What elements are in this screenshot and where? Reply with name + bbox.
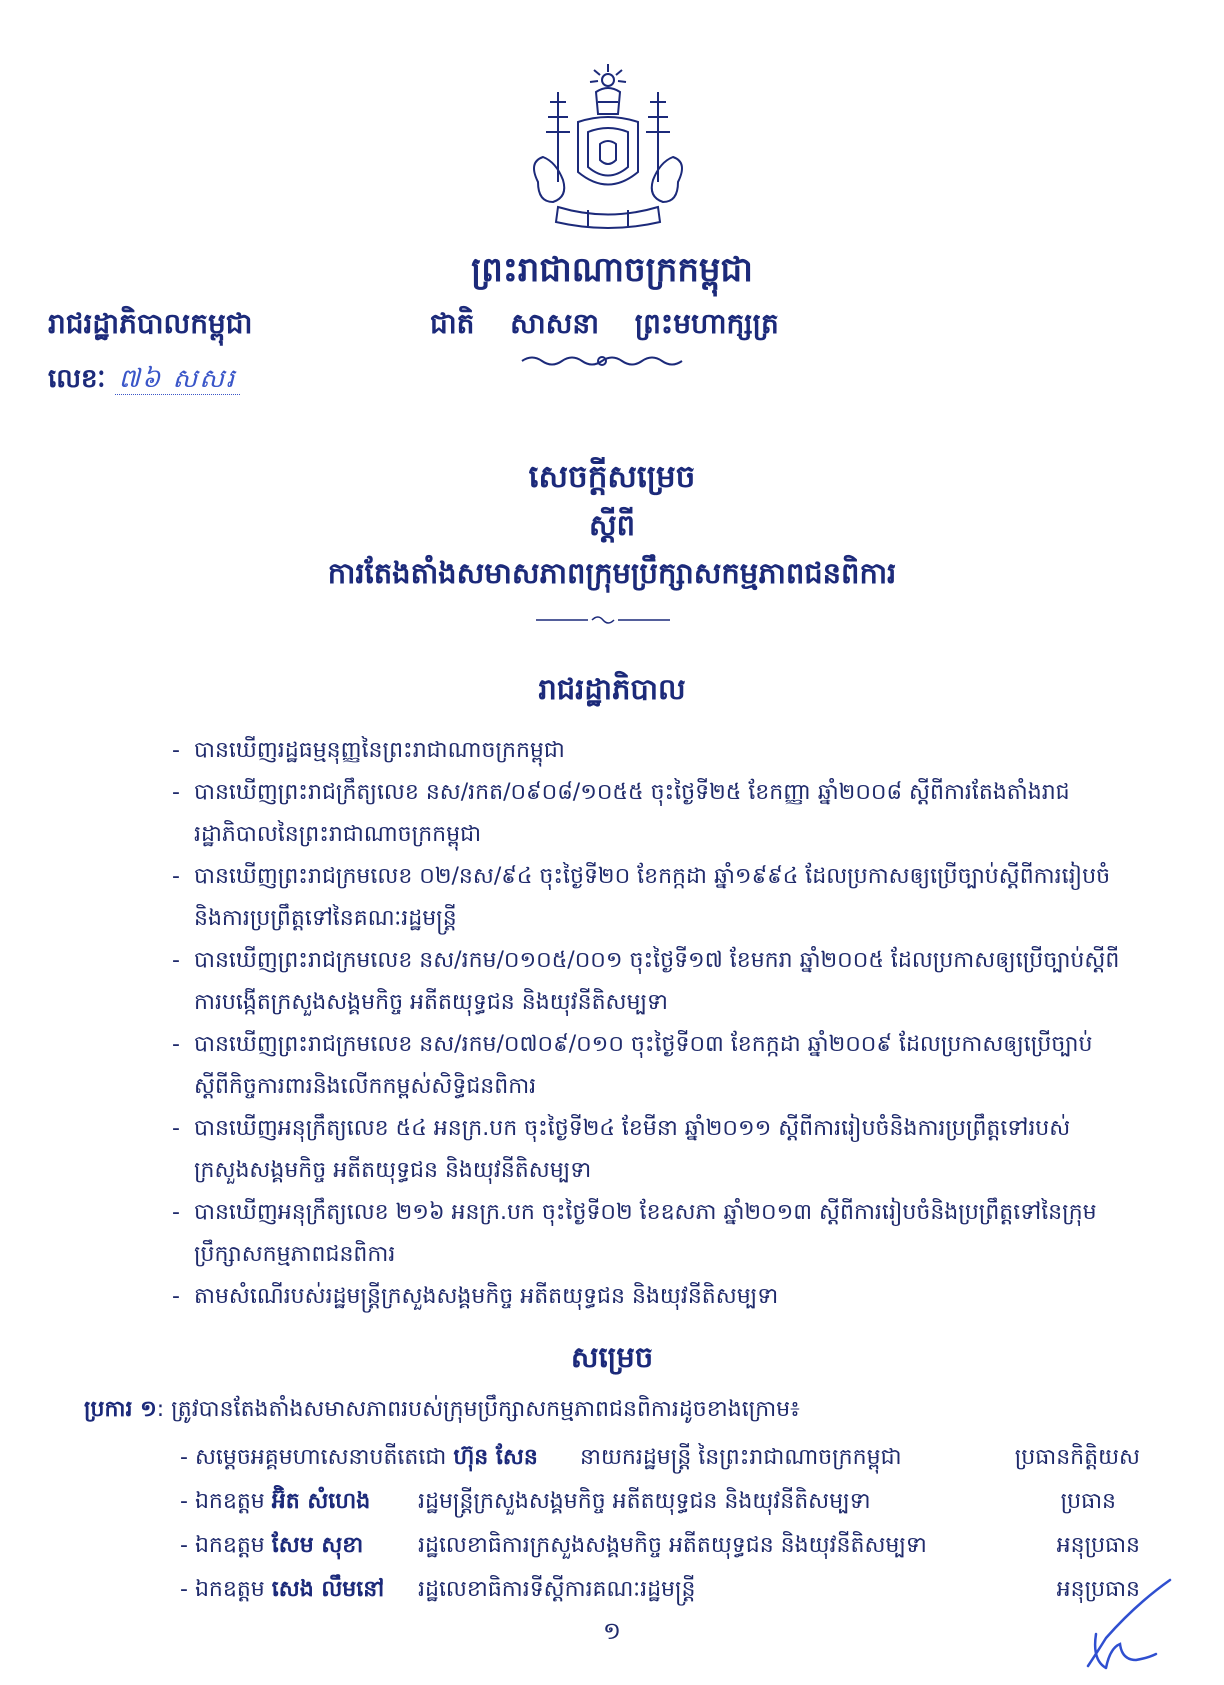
royal-coat-of-arms-icon [518, 62, 698, 237]
member-role: ប្រធានកិត្តិយស [1014, 1445, 1140, 1470]
article-label: ប្រការ ១ [84, 1397, 157, 1422]
recital-item: - តាមសំណើរបស់រដ្ឋមន្ត្រីក្រសួងសង្គមកិច្ច អតីតយុទ្ធជន និងយុវនីតិសម្បទា [172, 1276, 1122, 1318]
document-number [48, 362, 240, 400]
decision-title: សេចក្តីសម្រេច [528, 459, 696, 495]
member-name-group: - ឯកឧត្តម អ៊ិត សំហេង [180, 1489, 371, 1514]
signature-mark [1066, 1574, 1176, 1674]
member-name-group: - ឯកឧត្តម សែម សុខា [180, 1533, 364, 1558]
member-name-group: - សម្តេចអគ្គមហាសេនាបតីតេជោ ហ៊ុន សែន [180, 1445, 538, 1470]
member-role: អនុប្រធាន [1056, 1577, 1140, 1602]
member-position: រដ្ឋមន្ត្រីក្រសួងសង្គមកិច្ច អតីតយុទ្ធជន និងយុវនីតិសម្បទា [418, 1489, 871, 1514]
member-name: អ៊ិត សំហេង [271, 1489, 371, 1514]
page-number: ១ [602, 1617, 622, 1645]
article-text: : ត្រូវបានតែងតាំងសមាសភាពរបស់ក្រុមប្រឹក្សាសកម្មភាពជនពិការដូចខាងក្រោម៖ [156, 1397, 800, 1422]
decision-heading: សម្រេច [570, 1340, 654, 1374]
member-row [180, 1480, 1140, 1524]
recital-item: - បានឃើញព្រះរាជក្រមលេខ នស/រកម/០១០៥/០០១ ចុះថ្ងៃទី១៧ ខែមករា ឆ្នាំ២០០៥ ដែលប្រកាសឲ្យប្រើច្បាប់ស្តីពីការបង្កើតក្រសួងសង្គមកិច្ច អតីតយុទ្ធជន និងយុវនីតិសម្បទា [172, 940, 1122, 1024]
national-motto: ជាតិ សាសនា ព្រះមហាក្សត្រ [430, 307, 779, 340]
member-role: អនុប្រធាន [1056, 1533, 1140, 1558]
number-label: លេខៈ [48, 364, 106, 394]
recital-item: - បានឃើញអនុក្រឹត្យលេខ ៥៤ អនក្រ.បក ចុះថ្ងៃទី២៤ ខែមីនា ឆ្នាំ២០១១ ស្តីពីការរៀបចំនិងការប្រព្រឹត្តទៅរបស់ក្រសួងសង្គមកិច្ច អតីតយុទ្ធជន និងយុវនីតិសម្បទា [172, 1108, 1122, 1192]
member-row [180, 1524, 1140, 1568]
member-name: ហ៊ុន សែន [453, 1445, 538, 1470]
member-prefix: ឯកឧត្តម [194, 1533, 265, 1558]
government-name: រាជរដ្ឋាភិបាលកម្ពុជា [48, 307, 253, 340]
member-prefix: ឯកឧត្តម [194, 1577, 265, 1602]
article-1 [84, 1390, 1144, 1430]
member-name: សេង លឹមនៅ [271, 1577, 385, 1602]
title-about: ស្តីពី [588, 508, 636, 542]
recital-item: - បានឃើញអនុក្រឹត្យលេខ ២១៦ អនក្រ.បក ចុះថ្ងៃទី០២ ខែឧសភា ឆ្នាំ២០១៣ ស្តីពីការរៀបចំនិងប្រព្រឹត្តទៅនៃក្រុមប្រឹក្សាសកម្មភាពជនពិការ [172, 1192, 1122, 1276]
member-position: រដ្ឋលេខាធិការទីស្តីការគណៈរដ្ឋមន្ត្រី [418, 1577, 696, 1602]
kingdom-title: ព្រះរាជាណាចក្រកម្ពុជា [471, 250, 753, 290]
government-heading: រាជរដ្ឋាភិបាល [538, 672, 686, 706]
member-row [180, 1568, 1140, 1612]
member-prefix: ឯកឧត្តម [194, 1489, 265, 1514]
member-prefix: សម្តេចអគ្គមហាសេនាបតីតេជោ [194, 1445, 447, 1470]
recital-item: - បានឃើញរដ្ឋធម្មនុញ្ញនៃព្រះរាជាណាចក្រកម្ពុជា [172, 730, 1122, 772]
title-subject: ការតែងតាំងសមាសភាពក្រុមប្រឹក្សាសកម្មភាពជនពិការ [327, 556, 897, 590]
recital-item: - បានឃើញព្រះរាជក្រមលេខ នស/រកម/០៧០៩/០១០ ចុះថ្ងៃទី០៣ ខែកក្កដា ឆ្នាំ២០០៩ ដែលប្រកាសឲ្យប្រើច្បាប់ស្តីពីកិច្ចការពារនិងលើកកម្ពស់សិទ្ធិជនពិការ [172, 1024, 1122, 1108]
member-role: ប្រធាន [1060, 1489, 1116, 1514]
member-position: រដ្ឋលេខាធិការក្រសួងសង្គមកិច្ច អតីតយុទ្ធជន និងយុវនីតិសម្បទា [418, 1533, 927, 1558]
member-position: នាយករដ្ឋមន្ត្រី នៃព្រះរាជាណាចក្រកម្ពុជា [580, 1445, 902, 1470]
member-row [180, 1436, 1140, 1480]
members-list [180, 1436, 1140, 1612]
number-value: ៧៦ សសរ [115, 364, 241, 395]
ornamental-divider-icon [518, 352, 686, 370]
member-name-group: - ឯកឧត្តម សេង លឹមនៅ [180, 1577, 385, 1602]
recital-item: - បានឃើញព្រះរាជក្រឹត្យលេខ នស/រកត/០៩០៨/១០៥៥ ចុះថ្ងៃទី២៥ ខែកញ្ញា ឆ្នាំ២០០៨ ស្តីពីការតែងតាំងរាជរដ្ឋាភិបាលនៃព្រះរាជាណាចក្រកម្ពុជា [172, 772, 1122, 856]
title-divider-icon [536, 614, 670, 626]
recital-item: - បានឃើញព្រះរាជក្រមលេខ ០២/នស/៩៤ ចុះថ្ងៃទី២០ ខែកក្កដា ឆ្នាំ១៩៩៤ ដែលប្រកាសឲ្យប្រើច្បាប់ស្តីពីការរៀបចំ និងការប្រព្រឹត្តទៅនៃគណៈរដ្ឋមន្ត្រី [172, 856, 1122, 940]
member-name: សែម សុខា [271, 1533, 364, 1558]
recitals-list [172, 730, 1122, 1318]
